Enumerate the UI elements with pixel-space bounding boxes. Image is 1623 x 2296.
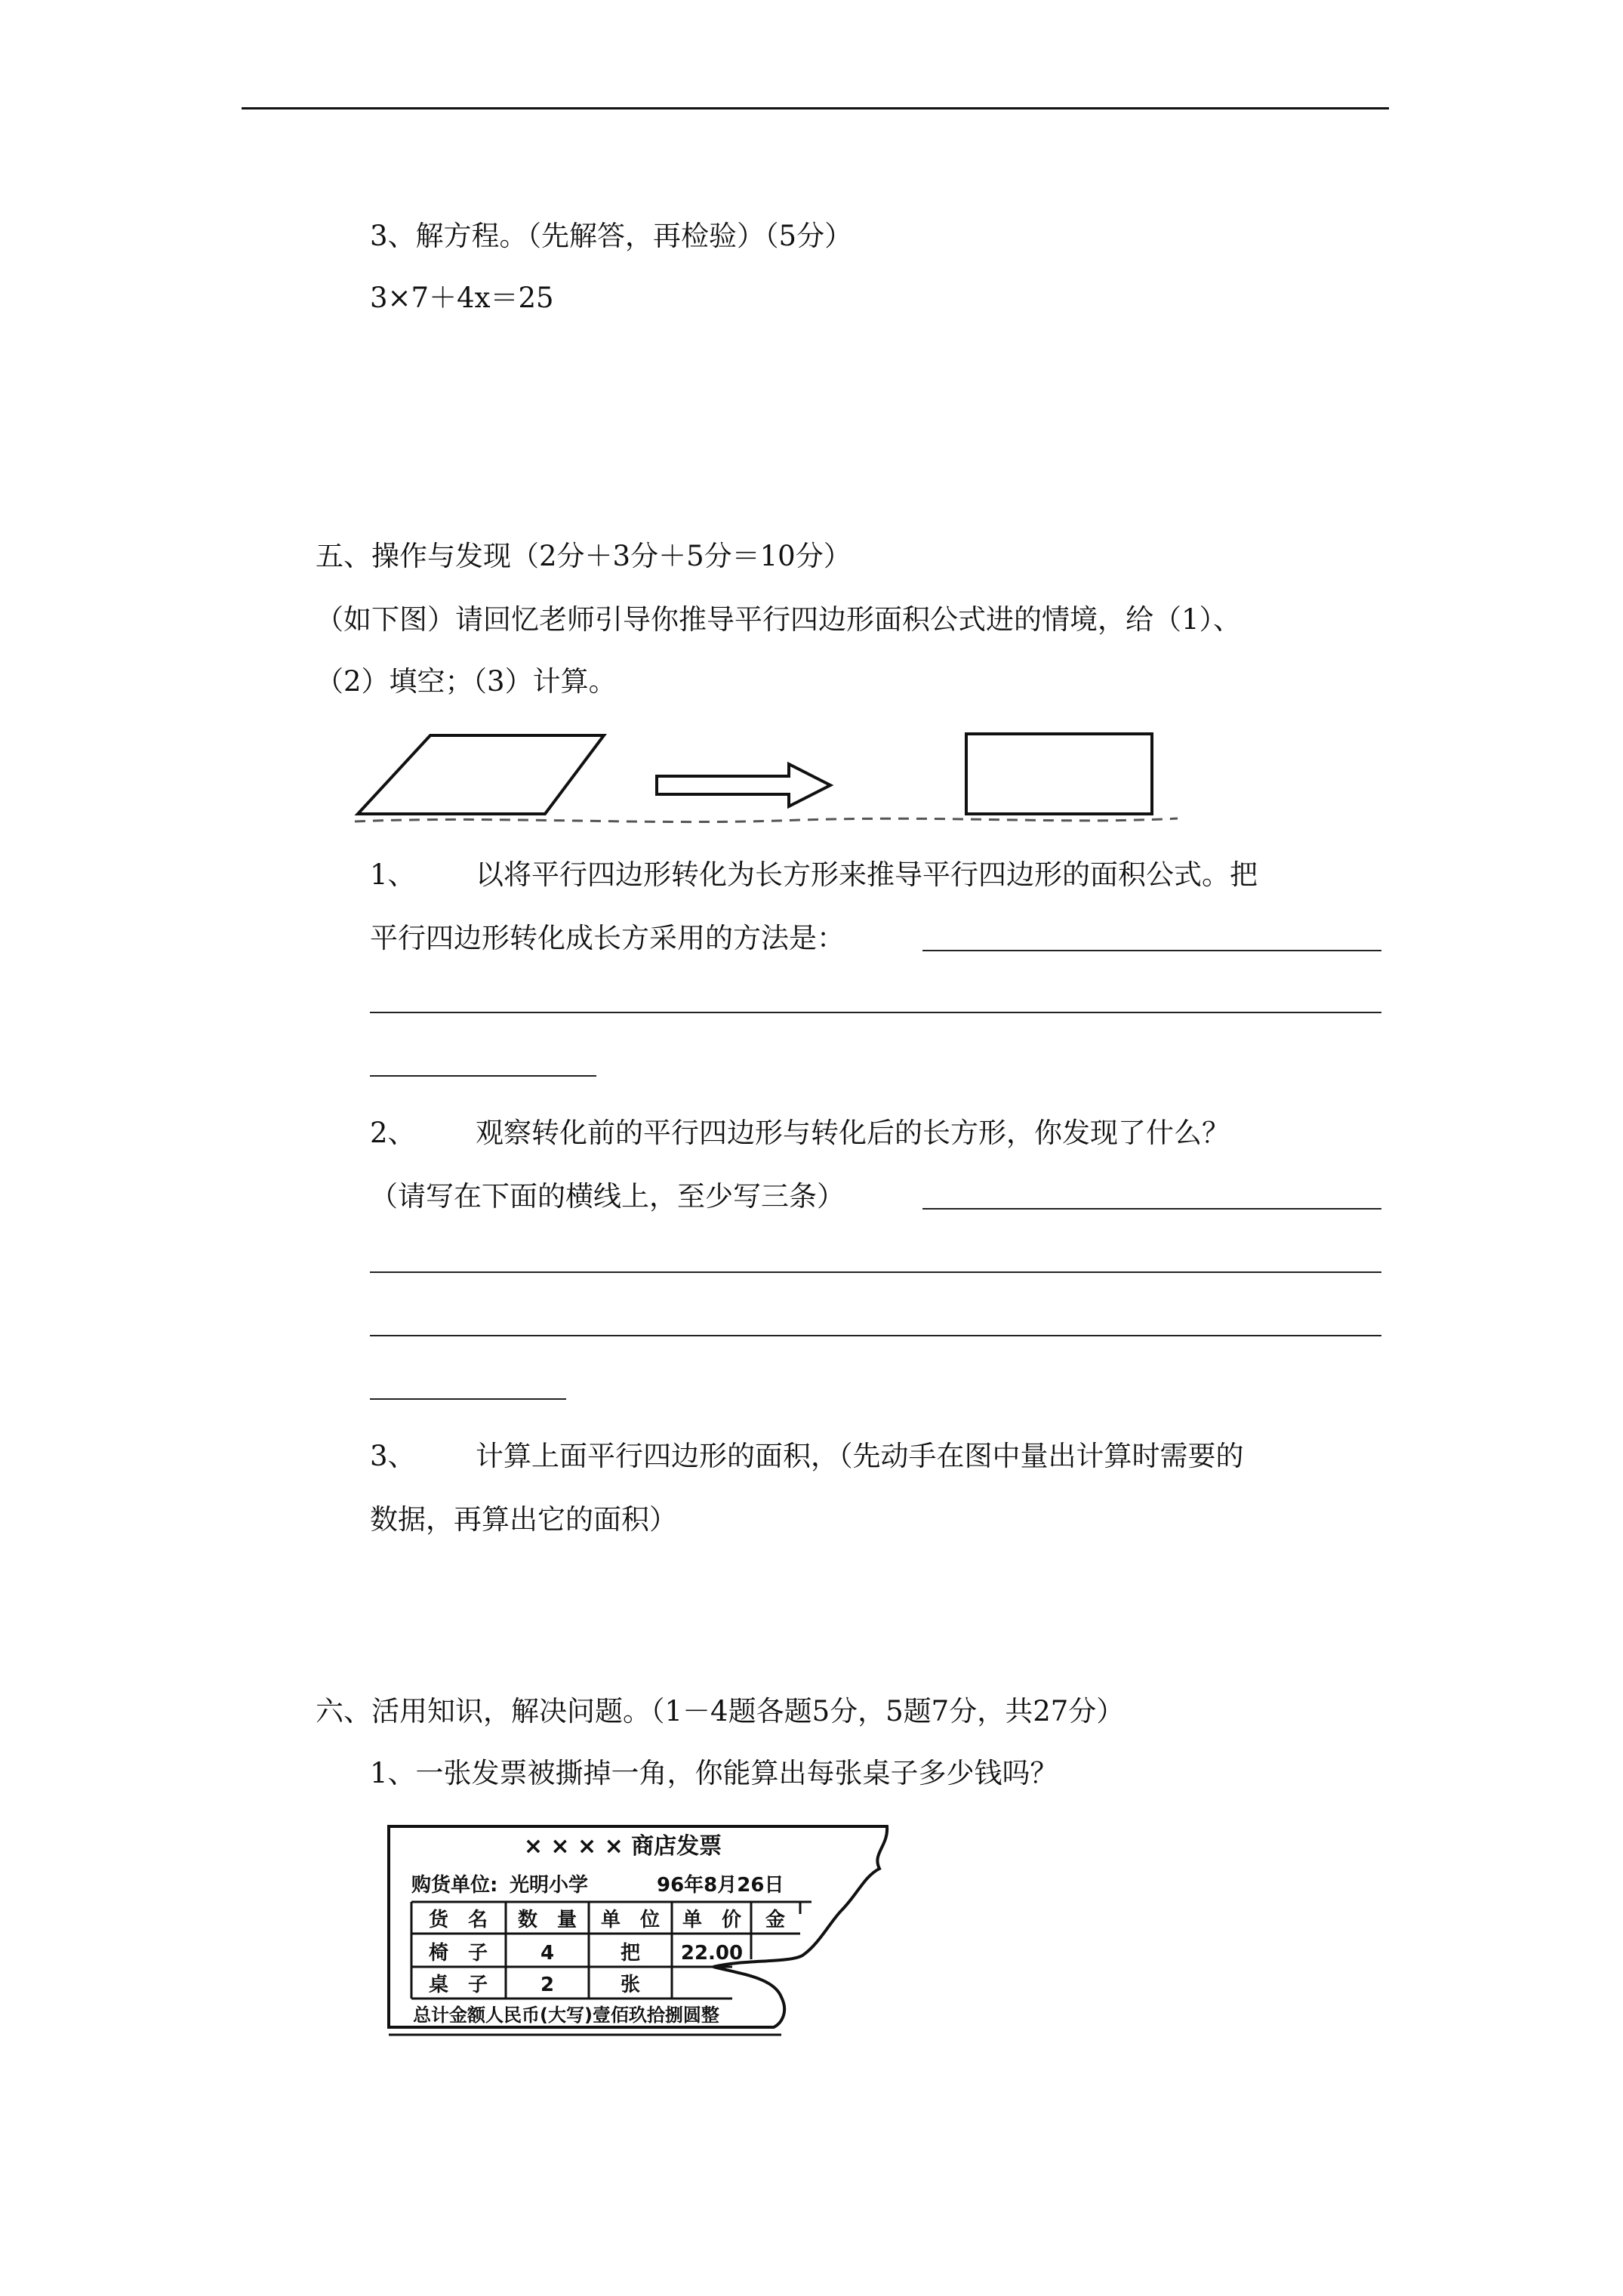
answer-blank[interactable] (370, 1271, 1381, 1273)
torn-invoice-image (389, 1823, 902, 2042)
invoice-cell: 张 (620, 1974, 641, 1996)
section6-title: 六、活用知识，解决问题。（1－4题各题5分，5题7分，共27分） (316, 1695, 1125, 1727)
answer-blank[interactable] (922, 1208, 1381, 1210)
invoice-buyer-label: 购货单位: (411, 1874, 498, 1897)
invoice-cell: 4 (540, 1942, 555, 1965)
invoice-buyer: 光明小学 (510, 1874, 589, 1897)
item3-line1 (370, 1433, 1244, 1474)
invoice-cell: 2 (540, 1974, 555, 1996)
header-rule (242, 107, 1389, 109)
section5-intro-line1: （如下图）请回忆老师引导你推导平行四边形面积公式进的情境，给（1）、 (316, 603, 1242, 636)
invoice-cell: 把 (620, 1942, 641, 1965)
invoice-title: × × × × 商店发票 (523, 1833, 722, 1860)
item1-number: 1、 (370, 858, 416, 891)
invoice-cell: 22.00 (680, 1942, 744, 1965)
arrow-shape (657, 764, 830, 806)
item1-line1 (370, 852, 1258, 892)
answer-blank[interactable] (370, 1075, 596, 1077)
section5-intro-line2: （2）填空；（3）计算。 (316, 665, 617, 698)
invoice-total: 总计金额人民币(大写)壹佰玖拾捌圆整 (413, 2005, 719, 2026)
invoice-cell: 椅 子 (428, 1942, 488, 1965)
cut-off-text-strip (355, 818, 1178, 822)
invoice-header-price: 单 价 (682, 1909, 742, 1931)
answer-blank[interactable] (370, 1335, 1381, 1336)
item1-line2: 平行四边形转化成长方采用的方法是： (370, 922, 845, 954)
invoice-header-name: 货 名 (428, 1909, 488, 1931)
transform-figure (347, 725, 1193, 823)
equation: 3×7＋4x＝25 (370, 282, 554, 314)
answer-blank[interactable] (370, 1398, 566, 1400)
item3-line2: 数据，再算出它的面积） (370, 1503, 677, 1536)
invoice-header-amount: 金 (765, 1909, 786, 1931)
section6-q1: 1、一张发票被撕掉一角，你能算出每张桌子多少钱吗？ (370, 1757, 1058, 1789)
invoice-header-qty: 数 量 (517, 1909, 577, 1931)
item2-number: 2、 (370, 1117, 416, 1149)
section5-title: 五、操作与发现（2分＋3分＋5分＝10分） (316, 540, 852, 572)
invoice-header-unit: 单 位 (600, 1909, 661, 1931)
item2-line1 (370, 1110, 1230, 1151)
item2-text: 观察转化前的平行四边形与转化后的长方形，你发现了什么？ (476, 1117, 1230, 1149)
item2-line2: （请写在下面的横线上，至少写三条） (370, 1180, 845, 1213)
item3-text: 计算上面平行四边形的面积，（先动手在图中量出计算时需要的 (476, 1440, 1244, 1472)
rectangle-shape (966, 734, 1152, 814)
answer-blank[interactable] (922, 950, 1381, 951)
parallelogram-shape (358, 735, 604, 814)
item1-text: 以将平行四边形转化为长方形来推导平行四边形的面积公式。把 (476, 858, 1258, 891)
invoice-cell: 桌 子 (428, 1974, 488, 1996)
invoice-date: 96年8月26日 (657, 1874, 784, 1897)
item3-number: 3、 (370, 1440, 416, 1472)
equation-question-title: 3、解方程。（先解答，再检验）（5分） (370, 220, 853, 252)
answer-blank[interactable] (370, 1012, 1381, 1013)
